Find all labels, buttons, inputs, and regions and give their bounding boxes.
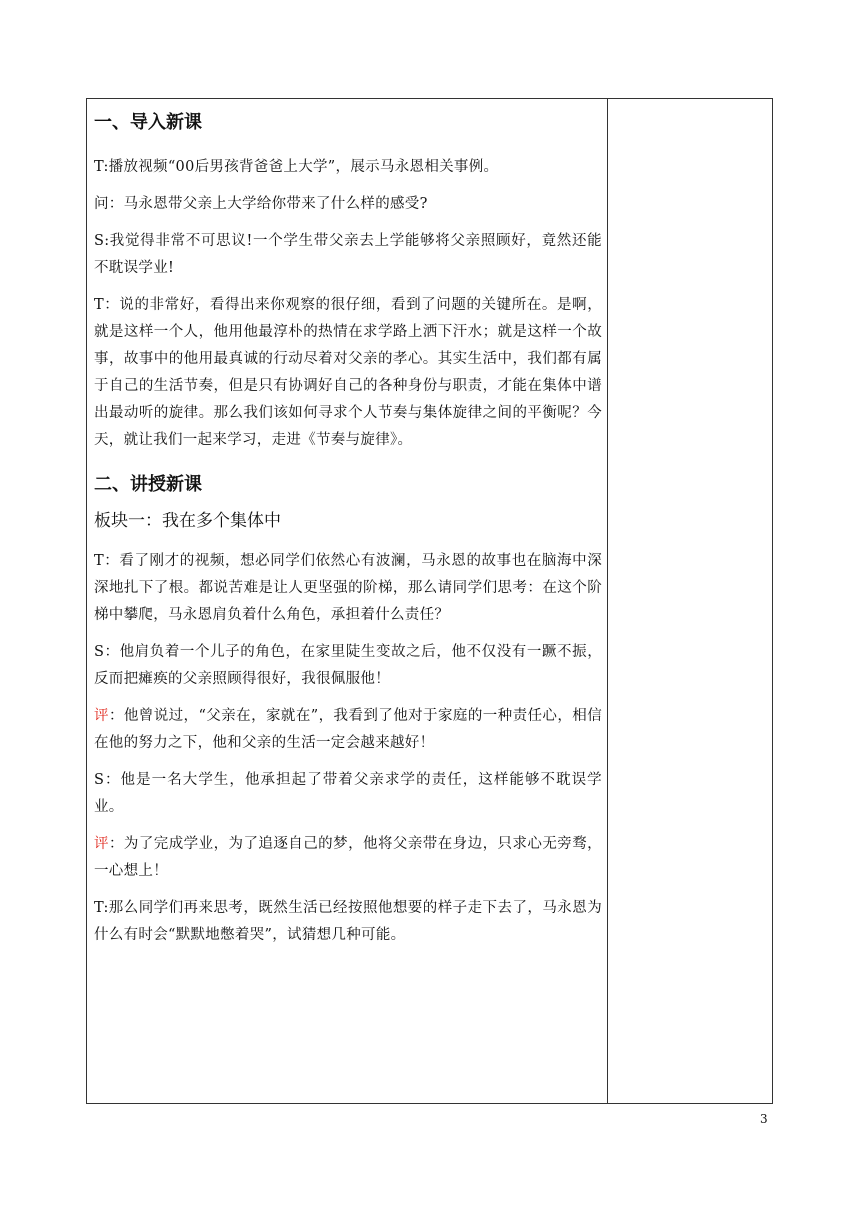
lesson-content — [94, 98, 602, 949]
comment-text: ：为了完成学业，为了追逐自己的梦，他将父亲带在身边，只求心无旁骛，一心想上！ — [94, 836, 602, 879]
comment-label: 评 — [94, 836, 109, 852]
paragraph: S:我觉得非常不可思议!一个学生带父亲去上学能够将父亲照顾好，竟然还能不耽误学业! — [94, 233, 602, 276]
comment-label: 评 — [94, 708, 109, 724]
paragraph: T:那么同学们再来思考，既然生活已经按照他想要的样子走下去了，马永恩为什么有时会“默默地憋着哭”，试猜想几种可能。 — [94, 900, 602, 943]
paragraph: T:播放视频“00后男孩背爸爸上大学”，展示马永恩相关事例。 — [94, 159, 499, 175]
table-column-divider — [607, 98, 608, 1104]
subsection-heading: 板块一：我在多个集体中 — [94, 511, 281, 531]
paragraph: T：说的非常好，看得出来你观察的很仔细，看到了问题的关键所在。是啊，就是这样一个人，他用他最淳朴的热情在求学路上洒下汗水；就是这样一个故事，故事中的他用最真诚的行动尽着对父亲的孝心。其实生活中，我们都有属于自己的生活节奏，但是只有协调好自己的各种身份与职责，才能在集体中谱出最动听的旋律。那么我们该如何寻求个人节奏与集体旋律之间的平衡呢？今天，就让我们一起来学习，走进《节奏与旋律》。 — [94, 297, 602, 448]
section-heading-intro: 一、导入新课 — [94, 112, 202, 133]
paragraph: 问：马永恩带父亲上大学给你带来了什么样的感受? — [94, 196, 428, 212]
paragraph: S：他肩负着一个儿子的角色，在家里陡生变故之后，他不仅没有一蹶不振，反而把瘫痪的父亲照顾得很好，我很佩服他！ — [94, 644, 602, 687]
section-heading-teaching: 二、讲授新课 — [94, 474, 202, 495]
paragraph — [94, 703, 602, 757]
page-number: 3 — [760, 1112, 768, 1126]
paragraph: T：看了刚才的视频，想必同学们依然心有波澜，马永恩的故事也在脑海中深深地扎下了根。都说苦难是让人更坚强的阶梯，那么请同学们思考：在这个阶梯中攀爬，马永恩肩负着什么角色，承担着什么责任？ — [94, 553, 602, 623]
comment-text: ：他曾说过，“父亲在，家就在”，我看到了他对于家庭的一种责任心，相信在他的努力之下，他和父亲的生活一定会越来越好！ — [94, 708, 602, 751]
paragraph: S：他是一名大学生，他承担起了带着父亲求学的责任，这样能够不耽误学业。 — [94, 772, 602, 815]
paragraph — [94, 831, 602, 885]
